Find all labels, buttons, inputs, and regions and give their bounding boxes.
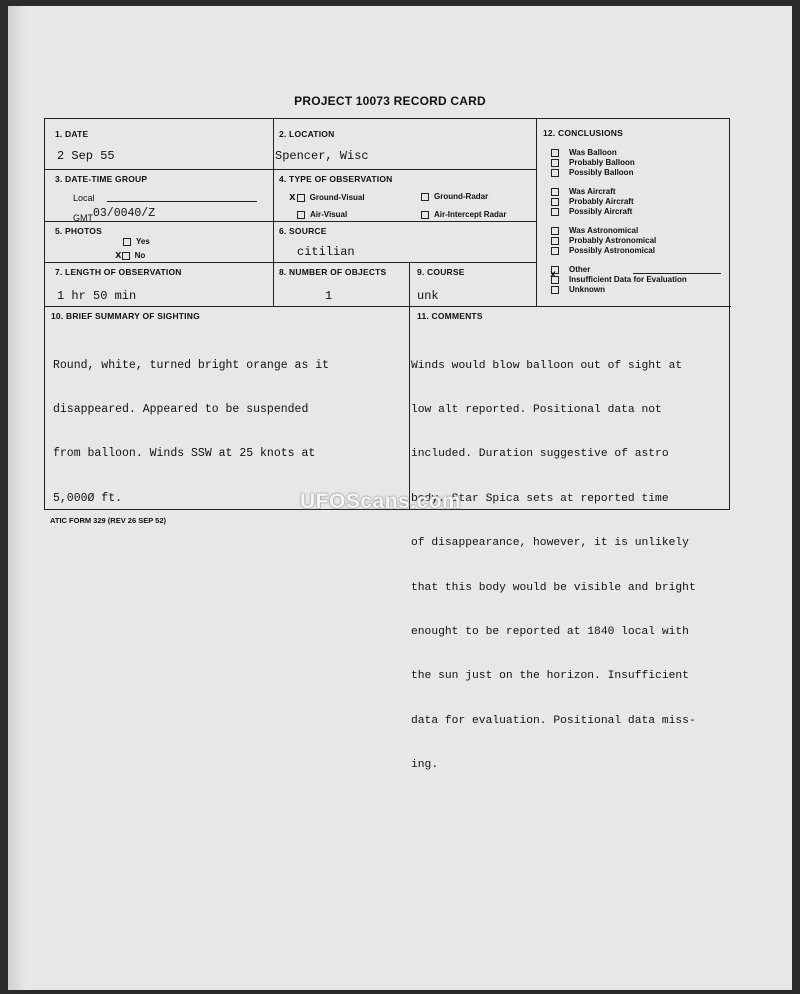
local-label: Local <box>73 193 95 203</box>
photos-label: 5. PHOTOS <box>55 226 102 236</box>
gmt-line <box>93 221 259 222</box>
comments-text <box>411 329 696 803</box>
gmt-value: 03/0040/Z <box>93 207 156 220</box>
comment-line: the sun just on the horizon. Insufficient <box>411 670 689 683</box>
comment-line: low alt reported. Positional data not <box>411 403 662 416</box>
photos-no-option <box>115 250 145 262</box>
comment-line: body. Star Spica sets at reported time <box>411 492 669 505</box>
divider <box>45 262 536 263</box>
comment-line: ing. <box>411 759 439 772</box>
other-line <box>633 273 721 274</box>
brief-summary-text <box>53 329 329 536</box>
checkbox-icon <box>551 286 559 294</box>
photos-yes-option <box>123 237 150 246</box>
air-intercept-radar-option <box>421 210 506 219</box>
length-of-observation-value: 1 hr 50 min <box>57 289 137 303</box>
photos-no-checkmark: x <box>115 250 122 262</box>
air-intercept-radar-text: Air-Intercept Radar <box>434 210 507 219</box>
course-label: 9. COURSE <box>417 267 465 277</box>
conclusion-was-balloon: Was Balloon <box>551 148 617 158</box>
watermark: UFOScans.com <box>300 490 462 513</box>
brief-summary-label: 10. BRIEF SUMMARY OF SIGHTING <box>51 311 200 321</box>
comment-line: that this body would be visible and bright <box>411 581 696 594</box>
conclusion-possibly-aircraft: Possibly Aircraft <box>551 207 632 217</box>
conclusion-probably-balloon: Probably Balloon <box>551 158 635 168</box>
conclusion-other: Other <box>551 265 590 275</box>
checkbox-icon <box>551 159 559 167</box>
type-of-observation-label: 4. TYPE OF OBSERVATION <box>279 174 393 184</box>
checkbox-icon <box>551 247 559 255</box>
ground-radar-text: Ground-Radar <box>434 192 489 201</box>
air-visual-option <box>297 210 347 219</box>
checkbox-icon <box>122 252 130 260</box>
gmt-label: GMT <box>73 213 93 223</box>
photos-yes-text: Yes <box>136 237 150 246</box>
conclusion-possibly-balloon: Possibly Balloon <box>551 168 633 178</box>
summary-line: disappeared. Appeared to be suspended <box>53 402 309 416</box>
ground-visual-option <box>289 192 365 204</box>
checkbox-icon <box>421 193 429 201</box>
summary-line: 5,000Ø ft. <box>53 491 123 505</box>
divider <box>45 169 536 170</box>
checkbox-icon <box>551 208 559 216</box>
checkbox-icon <box>551 227 559 235</box>
checkbox-icon <box>551 149 559 157</box>
divider <box>536 119 537 306</box>
checkbox-icon <box>297 211 305 219</box>
conclusion-possibly-astronomical: Possibly Astronomical <box>551 246 655 256</box>
location-label: 2. LOCATION <box>279 129 335 139</box>
ground-visual-text: Ground-Visual <box>309 193 365 202</box>
checkbox-icon <box>551 169 559 177</box>
conclusion-was-astronomical: Was Astronomical <box>551 226 638 236</box>
ground-radar-option <box>421 192 488 201</box>
source-value: citilian <box>297 245 355 259</box>
comment-line: Winds would blow balloon out of sight at <box>411 359 683 372</box>
comment-line: enought to be reported at 1840 local with <box>411 625 689 638</box>
checkbox-icon <box>551 237 559 245</box>
insufficient-data-checkmark: x <box>550 270 557 281</box>
number-of-objects-value: 1 <box>325 289 333 303</box>
conclusion-insufficient-data: x Insufficient Data for Evaluation <box>550 270 687 284</box>
source-label: 6. SOURCE <box>279 226 327 236</box>
local-line <box>107 201 257 202</box>
checkbox-icon <box>421 211 429 219</box>
air-visual-text: Air-Visual <box>310 210 348 219</box>
checkbox-icon <box>297 194 305 202</box>
date-label: 1. DATE <box>55 129 89 139</box>
location-value: Spencer, Wisc <box>275 149 369 163</box>
conclusion-probably-astronomical: Probably Astronomical <box>551 236 656 246</box>
conclusion-probably-aircraft: Probably Aircraft <box>551 197 634 207</box>
divider <box>45 306 731 307</box>
date-value: 2 Sep 55 <box>57 149 115 163</box>
checkbox-icon <box>551 198 559 206</box>
conclusion-unknown: Unknown <box>551 285 605 295</box>
course-value: unk <box>417 289 439 303</box>
summary-line: Round, white, turned bright orange as it <box>53 358 330 372</box>
length-of-observation-label: 7. LENGTH OF OBSERVATION <box>55 267 182 277</box>
checkbox-icon <box>123 238 131 246</box>
comments-label: 11. COMMENTS <box>417 311 483 321</box>
conclusion-was-aircraft: Was Aircraft <box>551 187 616 197</box>
page-shadow <box>8 6 26 990</box>
card-title: PROJECT 10073 RECORD CARD <box>294 94 486 108</box>
photos-no-text: No <box>134 251 146 260</box>
divider <box>273 119 274 306</box>
comment-line: data for evaluation. Positional data miss- <box>411 714 696 727</box>
comment-line: of disappearance, however, it is unlikely <box>411 537 689 550</box>
checkbox-icon <box>551 188 559 196</box>
number-of-objects-label: 8. NUMBER OF OBJECTS <box>279 267 387 277</box>
conclusions-label: 12. CONCLUSIONS <box>543 128 623 138</box>
date-time-group-label: 3. DATE-TIME GROUP <box>55 174 148 184</box>
summary-line: from balloon. Winds SSW at 25 knots at <box>53 447 316 461</box>
form-number: ATIC FORM 329 (REV 26 SEP 52) <box>50 516 167 525</box>
ground-visual-checkmark: x <box>289 192 296 204</box>
divider <box>409 262 410 510</box>
comment-line: included. Duration suggestive of astro <box>411 448 669 461</box>
